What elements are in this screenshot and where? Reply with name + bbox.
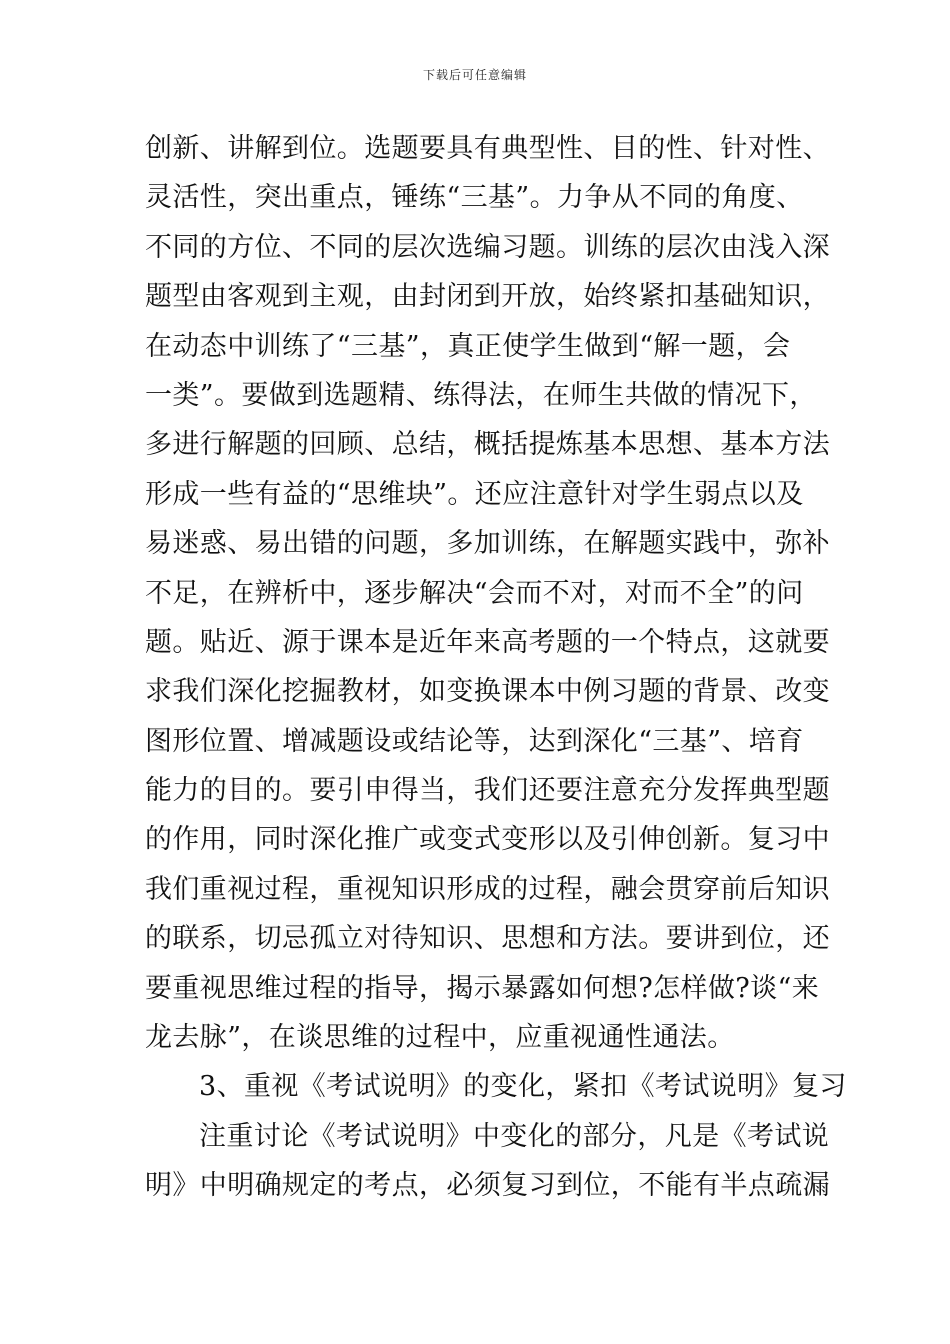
text-line: 求我们深化挖掘教材，如变换课本中例习题的背景、改变 [145,676,830,708]
text-line: 在动态中训练了“三基”，真正使学生做到“解一题，会 [145,330,791,362]
text-line: 的作用，同时深化推广或变式变形以及引伸创新。复习中 [145,824,830,856]
text-line: 易迷惑、易出错的问题，多加训练，在解题实践中，弥补 [145,528,830,560]
text-line: 形成一些有益的“思维块”。还应注意针对学生弱点以及 [145,478,804,510]
document-body [145,124,847,1211]
text-line: 不同的方位、不同的层次选编习题。训练的层次由浅入深 [145,231,830,263]
text-line: 我们重视过程，重视知识形成的过程，融会贯穿前后知识 [145,873,830,905]
text-line: 要重视思维过程的指导，揭示暴露如何想?怎样做?谈“来 [145,972,820,1004]
text-line: 不足，在辨析中，逐步解决“会而不对，对而不全”的问 [145,577,804,609]
text-line: 的联系，切忌孤立对待知识、思想和方法。要讲到位，还 [145,923,830,955]
text-line: 创新、讲解到位。选题要具有典型性、目的性、针对性、 [145,133,830,164]
page-header: 下载后可任意编辑 [422,68,527,82]
text-line: 题。贴近、源于课本是近年来高考题的一个特点，这就要 [145,626,830,658]
text-line: 龙去脉”，在谈思维的过程中，应重视通性通法。 [145,1022,735,1054]
text-line: 一类”。要做到选题精、练得法，在师生共做的情况下， [145,379,817,411]
text-line: 能力的目的。要引申得当，我们还要注意充分发挥典型题 [145,775,830,807]
section-heading: 3、重视《考试说明》的变化，紧扣《考试说明》复习 [199,1071,847,1103]
text-line: 题型由客观到主观，由封闭到开放，始终紧扣基础知识， [145,281,830,313]
text-line: 多进行解题的回顾、总结，概括提炼基本思想、基本方法 [145,429,830,461]
text-line: 明》中明确规定的考点，必须复习到位，不能有半点疏漏 [145,1170,830,1202]
paragraph-first-line: 注重讨论《考试说明》中变化的部分，凡是《考试说 [199,1120,830,1152]
text-line: 灵活性，突出重点，锤练“三基”。力争从不同的角度、 [145,182,804,214]
text-line: 图形位置、增减题设或结论等，达到深化“三基”、培育 [145,725,804,757]
